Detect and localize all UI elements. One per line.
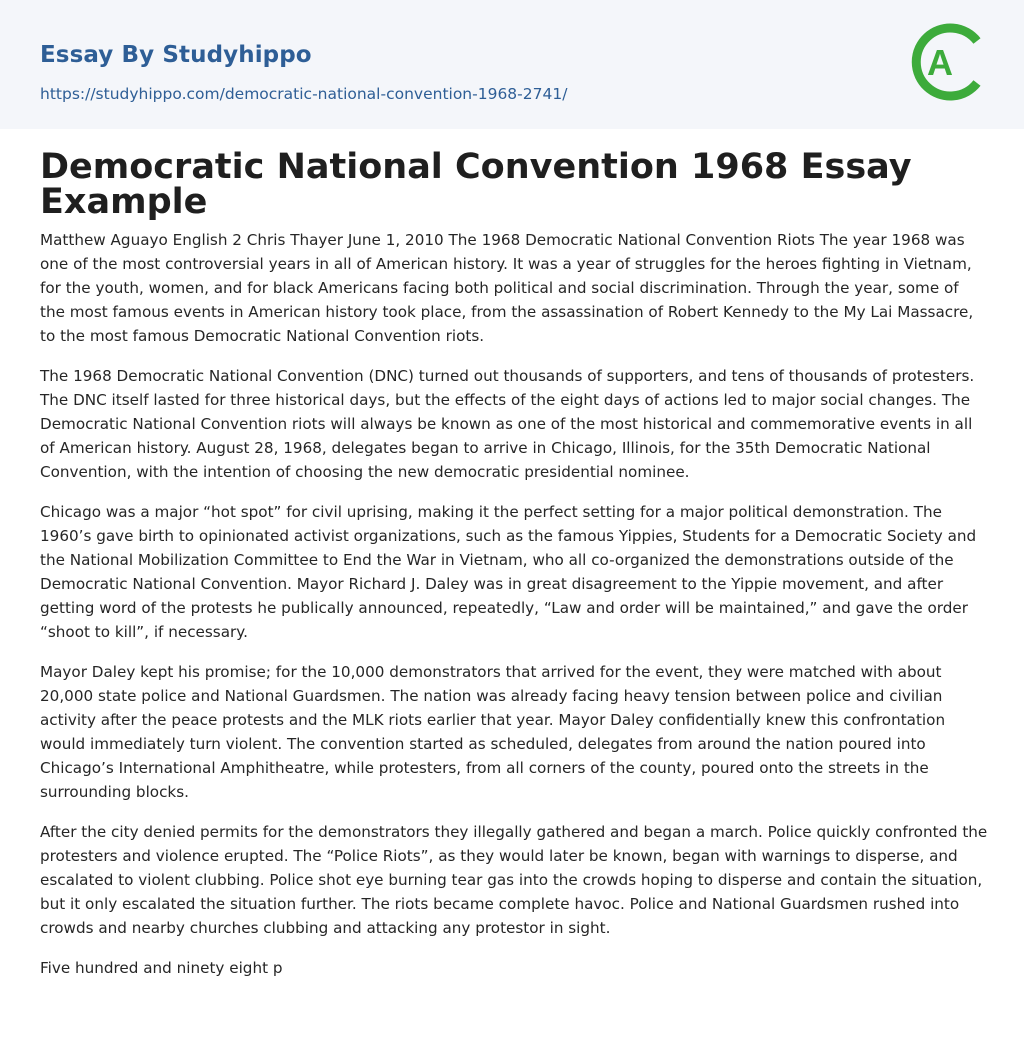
essay-paragraph: The 1968 Democratic National Convention (DNC) turned out thousands of supporters, and tens of thousands of protesters. The DNC itself lasted for three historical days, but the effects of the eight days of actions led to major social changes. The Democratic National Convention riots will always be known as one of the most historical and commemorative events in all of American history. August 28, 1968, delegates began to arrive in Chicago, Illinois, for the 35th Democratic National Convention, with the intention of choosing the new democratic presidential nominee. — [40, 367, 975, 481]
essay-title: Democratic National Convention 1968 Essay Example — [40, 147, 912, 222]
essay-paragraph: Matthew Aguayo English 2 Chris Thayer June 1, 2010 The 1968 Democratic National Convention Riots The year 1968 was one of the most controversial years in all of American history. It was a year of struggles for the heroes fighting in Vietnam, for the youth, women, and for black Americans facing both political and social discrimination. Through the year, some of the most famous events in American history took place, from the assassination of Robert Kennedy to the My Lai Massacre, to the most famous Democratic National Convention riots. — [40, 231, 974, 345]
site-brand[interactable]: Essay By Studyhippo — [40, 42, 312, 68]
essay-body — [40, 228, 988, 996]
essay-paragraph: After the city denied permits for the demonstrators they illegally gathered and began a march. Police quickly confronted the protesters and violence erupted. The “Police Riots”, as they would later be known, began with warnings to disperse, and escalated to violent clubbing. Police shot eye burning tear gas into the crowds hoping to disperse and contain the situation, but it only escalated the situation further. The riots became complete havoc. Police and National Guardsmen rushed into crowds and nearby churches clubbing and attacking any protestor in sight. — [40, 823, 988, 937]
essay-paragraph: Mayor Daley kept his promise; for the 10,000 demonstrators that arrived for the event, they were matched with about 20,000 state police and National Guardsmen. The nation was already facing heavy tension between police and civilian activity after the peace protests and the MLK riots earlier that year. Mayor Daley confidentially knew this confrontation would immediately turn violent. The convention started as scheduled, delegates from around the nation poured into Chicago’s International Amphitheatre, while protesters, from all corners of the county, poured onto the streets in the surrounding blocks. — [40, 663, 946, 801]
essay-paragraph: Chicago was a major “hot spot” for civil uprising, making it the perfect setting for a major political demonstration. The 1960’s gave birth to opinionated activist organizations, such as the famous Yippies, Students for a Democratic Society and the National Mobilization Committee to End the War in Vietnam, who all co-organized the demonstrations outside of the Democratic National Convention. Mayor Richard J. Daley was in great disagreement to the Yippie movement, and after getting word of the protests he publically announced, repeatedly, “Law and order will be maintained,” and gave the order “shoot to kill”, if necessary. — [40, 503, 977, 641]
essay-url-link[interactable]: https://studyhippo.com/democratic-national-convention-1968-2741/ — [40, 85, 568, 103]
logo-letter: A — [927, 42, 953, 83]
essay-paragraph-truncated: Five hundred and ninety eight p — [40, 959, 283, 977]
